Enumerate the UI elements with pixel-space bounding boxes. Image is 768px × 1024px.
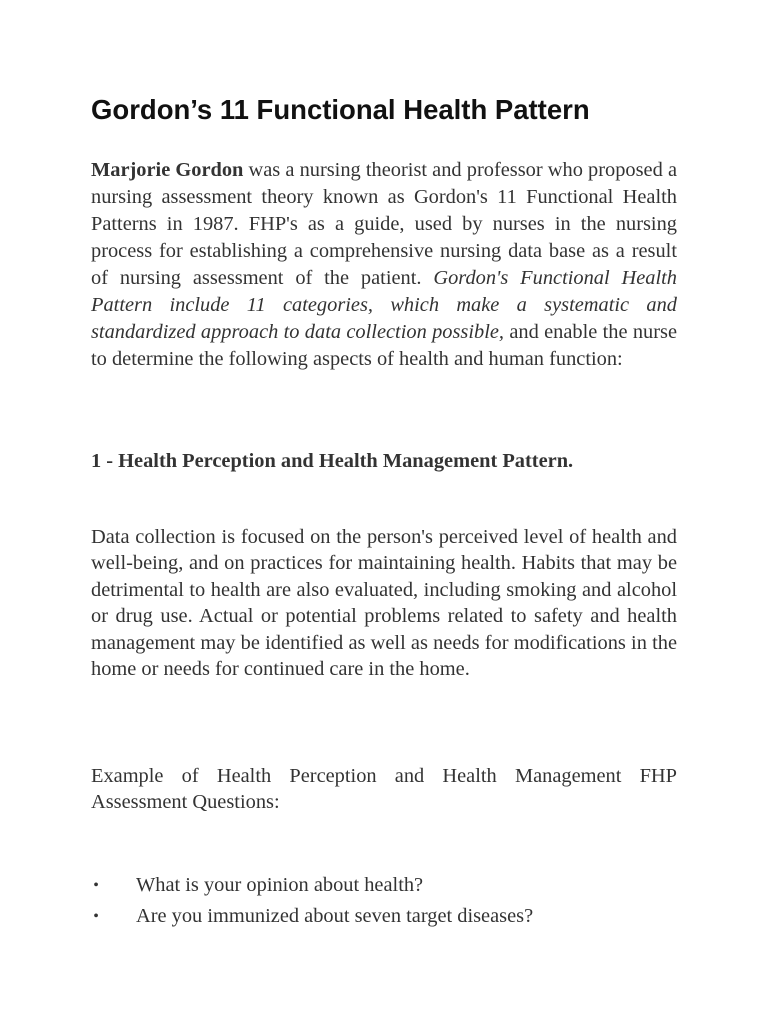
theorist-name: Marjorie Gordon — [91, 159, 244, 181]
list-item — [91, 901, 677, 932]
section-1-paragraph: Data collection is focused on the person's perceived level of health and well-being, and on practices for maintaining health. Habits that may be detrimental to health are also evaluated, including smoking and alcohol or drug use. Actual or potential problems related to safety and health management may be identified as well as needs for modifications in the home or needs for continued care in the home. — [91, 526, 677, 681]
page-title: Gordon’s 11 Functional Health Pattern — [91, 94, 590, 125]
intro-text-part-1: was a nursing theorist and professor who proposed a nursing assessment theory known as Gordon's 11 Functional Health Patterns in 1987. FHP's as a guide, used by nurses in the nursing process for establishing a comprehensive nursing data base as a result of nursing assessment of the patient. — [91, 159, 677, 289]
list-item — [91, 870, 677, 901]
section-1-heading: 1 - Health Perception and Health Management Pattern. — [91, 450, 574, 472]
example-questions-intro: Example of Health Perception and Health Management FHP Assessment Questions: — [91, 765, 677, 814]
intro-paragraph — [91, 157, 677, 373]
question-text: Are you immunized about seven target diseases? — [136, 905, 534, 927]
bullet-icon: • — [93, 908, 99, 925]
question-text: What is your opinion about health? — [136, 874, 424, 896]
assessment-questions-list — [91, 870, 677, 932]
intro-text-part-2: and enable the nurse to determine the following aspects of health and human function: — [91, 321, 677, 370]
bullet-icon: • — [93, 877, 99, 894]
intro-italic-text: Gordon's Functional Health Pattern include 11 categories, which make a systematic and standardized approach to data collection possible, — [91, 267, 677, 343]
